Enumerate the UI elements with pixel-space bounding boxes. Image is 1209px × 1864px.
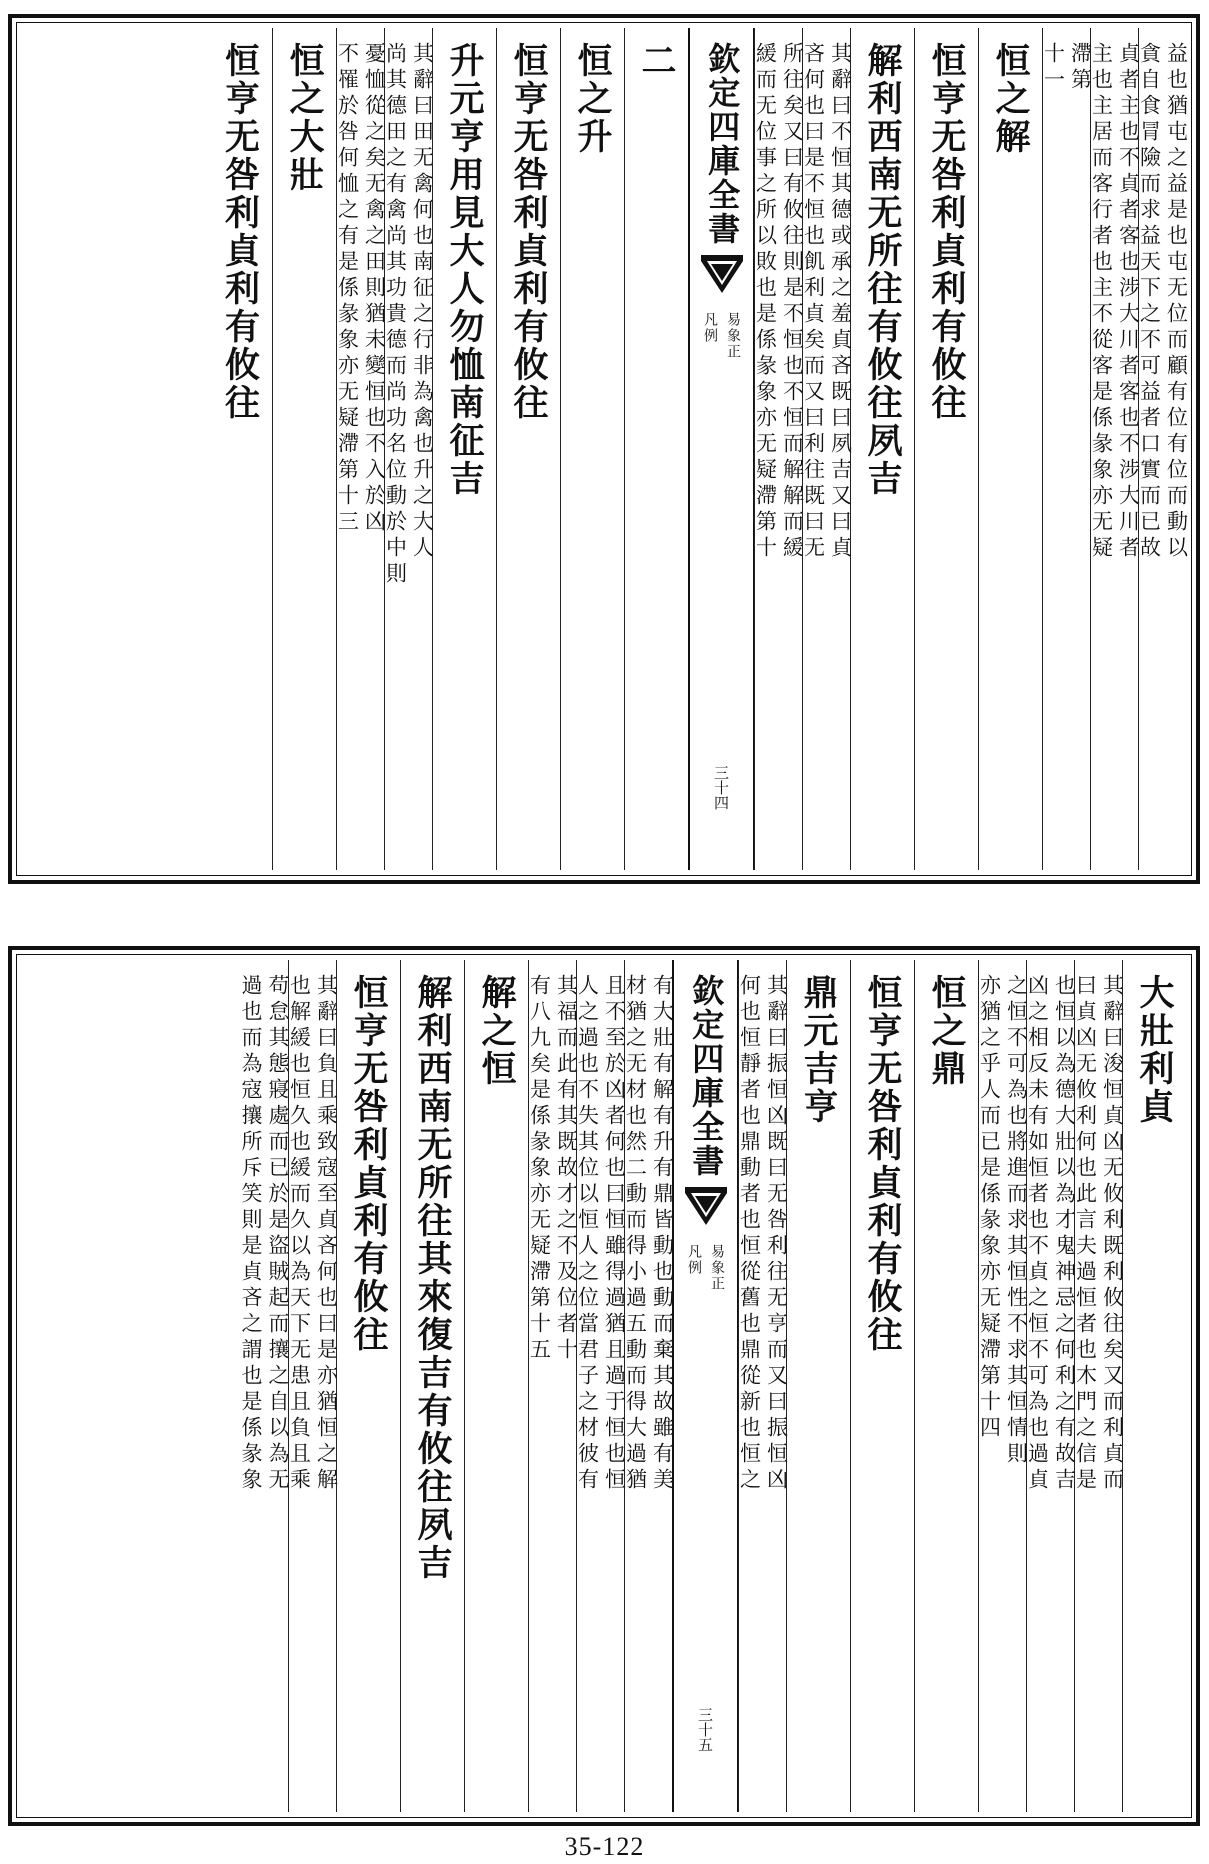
commentary-line: 凶之相反未有如恒者也不貞之恒不可為也過貞 [1025,974,1050,1494]
text-column-commentary [801,28,853,870]
heading-text: 升元亨用見大人勿恤南征吉 [444,42,485,498]
commentary-line: 十一 [1041,42,1066,94]
text-column-heading [1122,960,1186,1812]
heading-text: 恒亨无咎利貞利有攸往 [508,42,549,422]
commentary-line: 也解緩也恒久也緩而久以為天下无患且負且乘 [287,974,312,1494]
fishtail-mark-icon [698,252,746,298]
commentary-line: 苟怠其態寢處而已於是盜賊起而攘之自以為无 [266,974,290,1494]
heading-text: 恒之大壯 [284,42,325,194]
text-column-heading [560,28,624,870]
library-title: 欽定四庫全書 [703,42,742,246]
text-column-heading [914,960,978,1812]
text-column-commentary [1137,28,1189,870]
text-column-commentary [753,28,805,870]
folio-number: 三十四 [712,765,730,810]
library-title: 欽定四庫全書 [687,974,726,1178]
text-column-commentary [1073,960,1125,1812]
text-column-commentary [977,960,1029,1812]
text-column-commentary [1025,960,1077,1812]
commentary-line: 之恒不可為也將進而求其恒性不求其恒情則 [1004,974,1029,1468]
heading-text: 大壯利貞 [1134,974,1175,1126]
book-section-label [700,312,743,502]
lower-page-columns [22,960,1186,1812]
text-column-commentary [737,960,789,1812]
section-label-line: 易象正 [725,312,741,360]
folio-number: 三十五 [696,1707,714,1752]
text-column-heading [208,28,272,870]
commentary-line: 其辭曰浚恒貞凶无攸利既利攸往矣又而利貞而 [1100,974,1125,1494]
commentary-line: 尚其德田之有禽尚其功貴德而尚功名位動於中則 [383,42,408,588]
text-column-commentary [1041,28,1093,870]
commentary-line: 也恒以為德大壯以為才鬼神忌之何利之有故吉 [1052,974,1077,1494]
page-number: 35-122 [564,1832,645,1861]
center-fold-column [688,28,754,870]
text-column-heading [914,28,978,870]
text-column-commentary [383,28,435,870]
commentary-line: 所往矣又曰有攸往則是不恒也不恒而解解而緩 [780,42,805,562]
heading-text: 恒亨无咎利貞利有攸往 [348,974,389,1354]
heading-text: 二 [636,42,677,80]
commentary-line: 其辭曰振恒凶既曰无咎利往无亨而又曰振恒凶 [764,974,789,1494]
commentary-line: 其辭曰田无禽何也南征之行非為禽也升之大人 [410,42,435,562]
text-column-heading [272,28,336,870]
commentary-line: 吝何也曰是不恒也飢利貞矣而又曰利往既曰无 [801,42,826,562]
text-column-heading [400,960,464,1812]
commentary-line: 何也恒靜者也鼎動者也恒從舊也鼎從新也恒之 [737,974,762,1494]
commentary-line: 人之過也不失其位以恒人之位當君子之材彼有 [575,974,600,1494]
section-label-line: 易象正 [709,1244,725,1292]
center-fold-content [690,42,753,870]
heading-text: 恒之解 [990,42,1031,156]
section-label-line: 凡例 [702,312,718,344]
commentary-line: 其辭曰負且乘致寇至貞吝何也曰是亦猶恒之解 [314,974,339,1494]
text-column-commentary [1089,28,1141,870]
heading-text: 鼎元吉亨 [798,974,839,1126]
text-column-heading [464,960,528,1812]
commentary-line: 其福而此有其既故才之不及位者十 [554,974,579,1364]
commentary-line: 貪自食冐險而求益天下之不可益者口實而已故 [1137,42,1162,562]
upper-page-columns [22,28,1189,870]
section-label-line: 凡例 [686,1244,702,1276]
commentary-line: 且不至於凶者何也曰恒雖得過猶且過于恒也恒 [602,974,627,1494]
commentary-line: 過也而為寇攘所斥笑則是貞吝之謂也是係彖象 [239,974,263,1494]
commentary-line: 滯第 [1068,42,1093,94]
text-column-heading [336,960,400,1812]
heading-text: 解利西南无所往有攸往夙吉 [862,42,903,498]
text-column-heading [624,28,688,870]
text-column-heading [978,28,1042,870]
commentary-line: 曰貞凶无攸利何也此言夫過恒者也木門之信是 [1073,974,1098,1494]
heading-text: 解之恒 [476,974,517,1088]
text-column-commentary [240,960,288,1812]
commentary-line: 主也主居而客行者也主不從客是係彖象亦无疑 [1089,42,1114,562]
text-column-commentary [335,28,387,870]
text-column-heading [850,28,914,870]
upper-page [8,14,1200,884]
commentary-line: 貞者主也不貞者客也涉大川者客也不涉大川者 [1116,42,1141,562]
commentary-line: 材猶之无材也然二動而得小過五動而得大過猶 [623,974,648,1494]
heading-text: 解利西南无所往其來復吉有攸往夙吉 [412,974,453,1582]
text-column-commentary [527,960,579,1812]
text-column-heading [432,28,496,870]
heading-text: 恒亨无咎利貞利有攸往 [926,42,967,422]
commentary-line: 有八九矣是係彖象亦无疑滯第十五 [527,974,552,1364]
lower-page [8,946,1200,1826]
center-fold-content [674,974,737,1812]
text-column-commentary [623,960,675,1812]
text-column-heading [496,28,560,870]
commentary-line: 亦猶之乎人而已是係彖象亦无疑滯第十四 [977,974,1002,1442]
commentary-line: 憂恤從之矣无禽之田則猶未變恒也不入於凶 [362,42,387,536]
center-fold-column [672,960,738,1812]
commentary-line: 有大壯有解有升有鼎皆動也動而棄其故雖有美 [650,974,675,1494]
text-column-commentary [287,960,339,1812]
commentary-line: 其辭曰不恒其德或承之羞貞吝既曰夙吉又曰貞 [828,42,853,562]
commentary-line: 緩而无位事之所以敗也是係彖象亦无疑滯第十 [753,42,778,562]
heading-text: 恒亨无咎利貞利有攸往 [862,974,903,1354]
fishtail-mark-icon [682,1184,730,1230]
text-column-commentary [575,960,627,1812]
commentary-line: 不罹於咎何恤之有是係彖象亦无疑滯第十三 [335,42,360,536]
text-column-heading [850,960,914,1812]
heading-text: 恒亨无咎利貞利有攸往 [219,42,261,422]
book-section-label [684,1244,727,1434]
text-column-heading [786,960,850,1812]
heading-text: 恒之鼎 [926,974,967,1088]
heading-text: 恒之升 [572,42,613,156]
commentary-line: 益也猶屯之益是也屯无位而顧有位有位而動以 [1164,42,1189,562]
